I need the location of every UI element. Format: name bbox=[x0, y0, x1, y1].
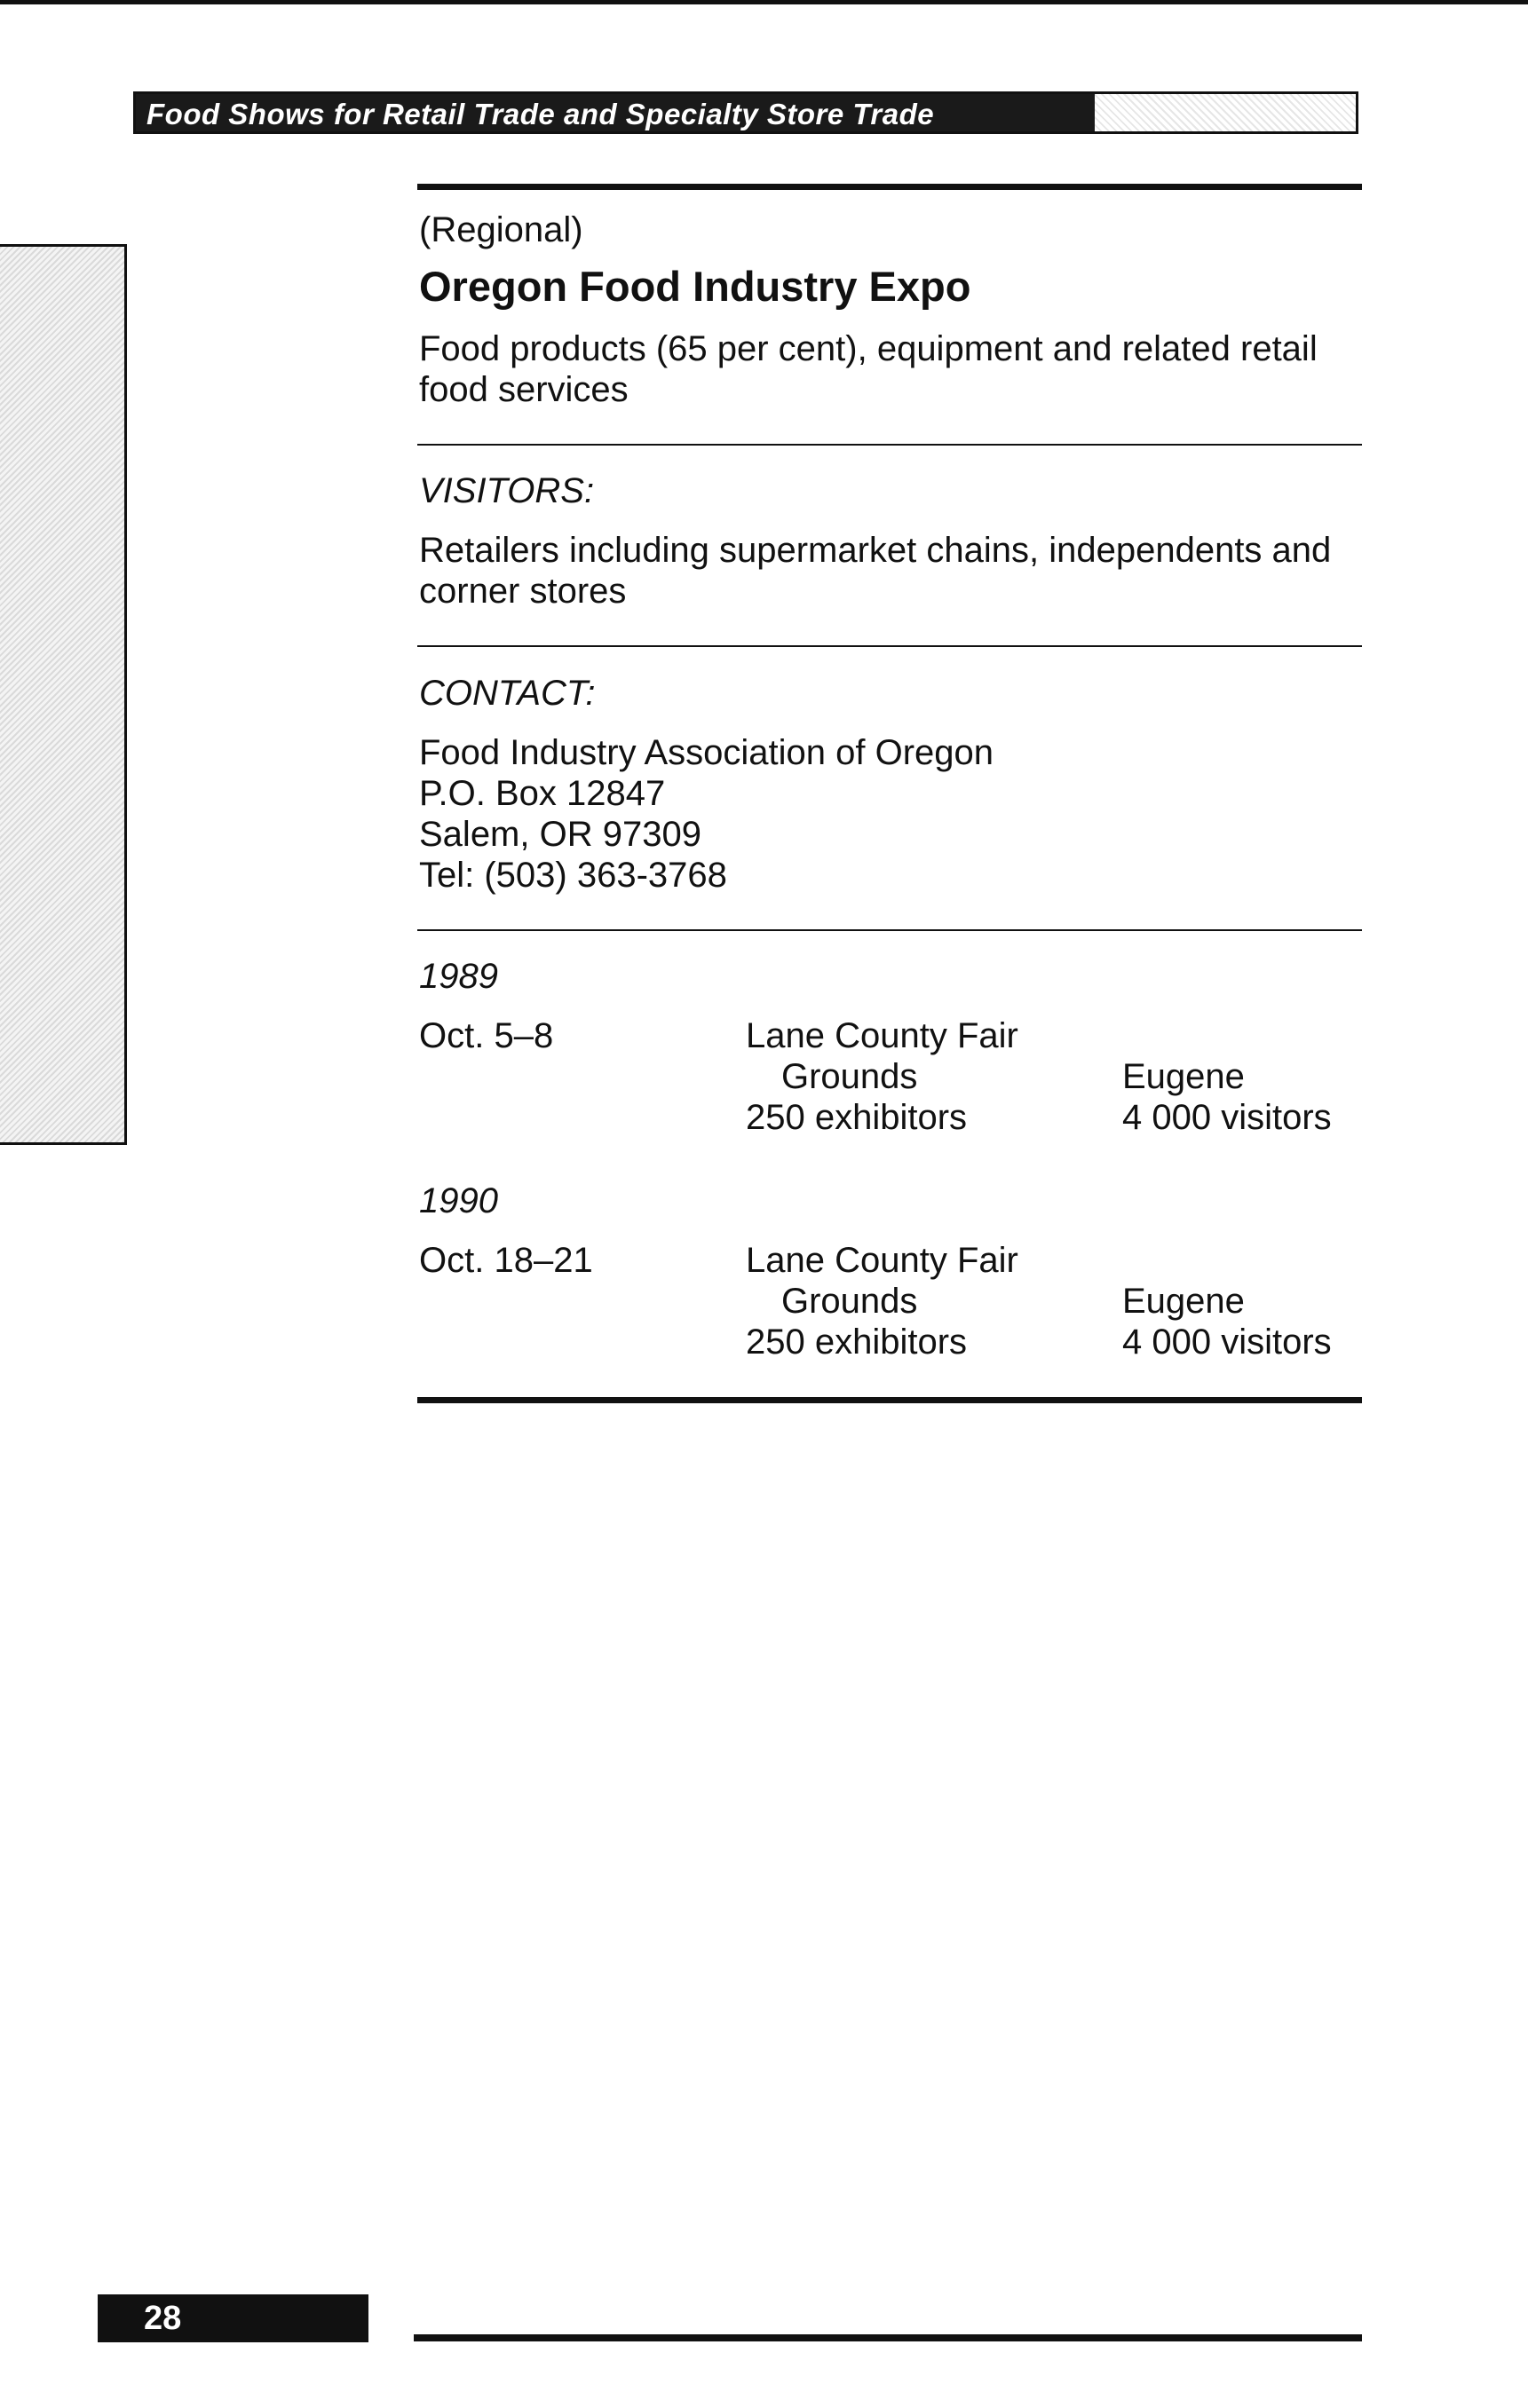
section-header-banner bbox=[133, 91, 1358, 134]
event-exhibitors: 250 exhibitors bbox=[746, 1098, 968, 1137]
event-venue-line-1: Lane County Fair bbox=[746, 1016, 1018, 1055]
footer-rule bbox=[414, 2334, 1362, 2341]
event-dates: Oct. 18–21 bbox=[419, 1241, 593, 1280]
visitors-label: VISITORS: bbox=[419, 471, 595, 510]
section-header-title: Food Shows for Retail Trade and Specialty Store Trade bbox=[146, 98, 935, 130]
entry-top-rule bbox=[417, 184, 1362, 190]
section-divider bbox=[417, 929, 1362, 931]
event-venue-line-1: Lane County Fair bbox=[746, 1241, 1018, 1280]
event-visitors: 4 000 visitors bbox=[1122, 1322, 1332, 1362]
side-thumb-tab bbox=[0, 244, 127, 1145]
entry-category: (Regional) bbox=[419, 210, 583, 249]
visitors-line-1: Retailers including supermarket chains, independents and bbox=[419, 531, 1332, 570]
event-dates: Oct. 5–8 bbox=[419, 1016, 554, 1055]
event-venue-line-2: Grounds bbox=[781, 1282, 918, 1321]
event-city: Eugene bbox=[1122, 1282, 1245, 1321]
contact-organization: Food Industry Association of Oregon bbox=[419, 733, 994, 772]
page-number: 28 bbox=[98, 2294, 368, 2342]
event-year: 1989 bbox=[419, 957, 498, 996]
contact-po-box: P.O. Box 12847 bbox=[419, 774, 666, 813]
page-top-border bbox=[0, 0, 1528, 4]
contact-label: CONTACT: bbox=[419, 674, 596, 713]
visitors-line-2: corner stores bbox=[419, 572, 627, 611]
event-venue-line-2: Grounds bbox=[781, 1057, 918, 1096]
section-divider bbox=[417, 444, 1362, 446]
event-city: Eugene bbox=[1122, 1057, 1245, 1096]
entry-bottom-rule bbox=[417, 1397, 1362, 1403]
event-visitors: 4 000 visitors bbox=[1122, 1098, 1332, 1137]
contact-phone: Tel: (503) 363-3768 bbox=[419, 856, 727, 895]
contact-city: Salem, OR 97309 bbox=[419, 815, 701, 854]
entry-description-line-1: Food products (65 per cent), equipment and related retail bbox=[419, 329, 1318, 368]
event-exhibitors: 250 exhibitors bbox=[746, 1322, 968, 1362]
entry-description-line-2: food services bbox=[419, 370, 629, 409]
section-divider bbox=[417, 645, 1362, 647]
event-year: 1990 bbox=[419, 1181, 498, 1220]
entry-title: Oregon Food Industry Expo bbox=[419, 263, 971, 310]
